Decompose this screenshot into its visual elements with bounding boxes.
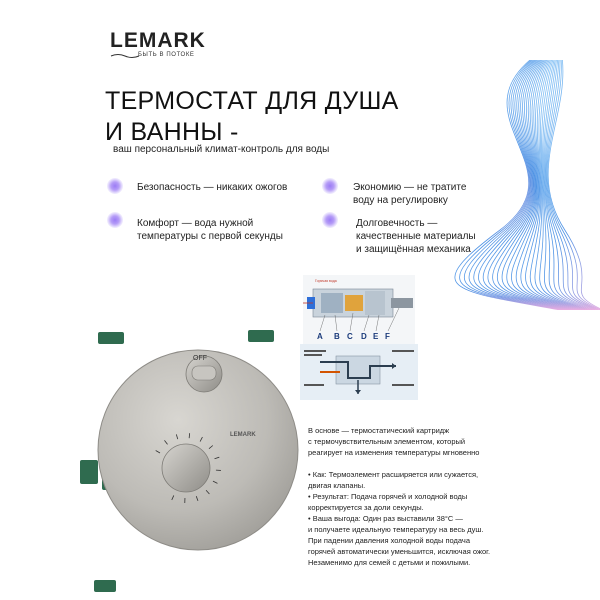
description-line: • Результат: Подача горячей и холодной воды: [308, 492, 468, 501]
feature-bullet-icon: [107, 212, 123, 228]
brand-logo: [110, 30, 210, 58]
description-bullet-item: [308, 491, 508, 513]
feature-text: и защищённая механика: [356, 244, 471, 255]
dial-tick: [189, 433, 190, 438]
page-subtitle: ваш персональный климат-контроль для воды: [113, 144, 330, 155]
feature-text: Долговечность —: [356, 218, 438, 229]
description-line: В основе — термостатический картридж: [308, 426, 450, 435]
description-bullet-item: [308, 513, 508, 568]
diagram-top-label: Горячая вода: [315, 279, 337, 283]
description-bullets: [308, 469, 508, 568]
description-line: горячей автоматически уменьшится, исключая ожог.: [308, 547, 491, 556]
feature-economy: [353, 181, 466, 207]
brand-name: LEMARK: [110, 29, 206, 52]
feature-bullet-icon: [322, 212, 338, 228]
feature-safety: [137, 181, 287, 194]
flow-diagram: [300, 344, 418, 400]
description-line: При падении давления холодной воды подача: [308, 536, 470, 545]
thermostat-product-image: [80, 310, 300, 600]
title-line-1: ТЕРМОСТАТ ДЛЯ ДУША: [105, 87, 399, 115]
cartridge-diagram: [303, 275, 415, 345]
feature-text: качественные материалы: [356, 231, 476, 242]
diagram-label-c: C: [347, 332, 353, 341]
diagram-label-e: E: [373, 332, 379, 341]
feature-text: температуры с первой секунды: [137, 231, 283, 242]
wave-line: [544, 60, 595, 310]
description-block: [308, 425, 508, 568]
page-title: [105, 86, 399, 148]
diagram-label-d: D: [361, 332, 367, 341]
title-line-2: И ВАННЫ -: [105, 118, 239, 146]
feature-text: Комфорт — вода нужной: [137, 218, 254, 229]
feature-comfort: [137, 217, 283, 243]
description-line: и получаете идеальную температуру на весь душ.: [308, 525, 484, 534]
feature-text: воду на регулировку: [353, 195, 448, 206]
description-line: • Как: Термоэлемент расширяется или сужается,: [308, 470, 479, 479]
wave-line: [547, 60, 600, 310]
wave-line: [545, 60, 597, 310]
description-line: Незаменимо для семей с детьми и пожилыми.: [308, 558, 471, 567]
description-intro: [308, 425, 508, 458]
description-line: двигая клапаны.: [308, 481, 366, 490]
description-line: реагирует на изменения температуры мгновенно: [308, 448, 480, 457]
diagram-label-f: F: [385, 332, 390, 341]
description-bullet-item: [308, 469, 508, 491]
product-brand-mark: LEMARK: [230, 432, 256, 438]
brand-tagline: БЫТЬ В ПОТОКЕ: [138, 52, 195, 58]
description-line: • Ваша выгода: Один раз выставили 38°C —: [308, 514, 463, 523]
wave-line: [543, 60, 592, 310]
description-line: с термочувствительным элементом, который: [308, 437, 466, 446]
feature-bullet-icon: [107, 178, 123, 194]
feature-text: Безопасность — никаких ожогов: [137, 182, 288, 193]
diagram-label-a: A: [317, 332, 323, 341]
feature-text: Экономию — не тратите: [353, 182, 467, 193]
diagram-label-b: B: [334, 332, 340, 341]
logo-wave-icon: [110, 53, 140, 59]
feature-durability: [356, 217, 476, 256]
description-line: корректируется за доли секунды.: [308, 503, 424, 512]
feature-bullet-icon: [322, 178, 338, 194]
knob-off-label: OFF: [193, 355, 207, 362]
wave-line: [548, 60, 600, 310]
